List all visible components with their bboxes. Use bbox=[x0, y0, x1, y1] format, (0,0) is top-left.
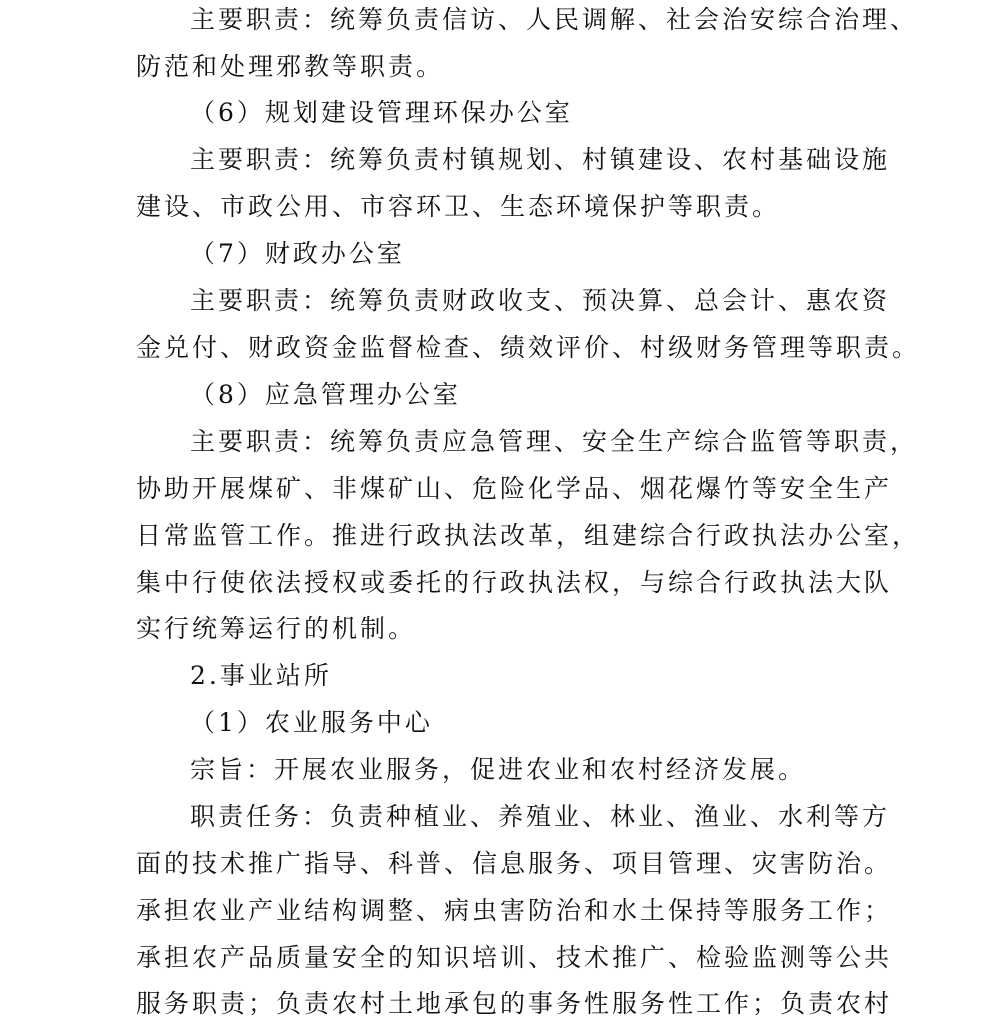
text-line: 实行统筹运行的机制。 bbox=[136, 614, 417, 643]
section-heading: 2.事业站所 bbox=[190, 661, 332, 690]
text-line: 主要职责：统筹负责信访、人民调解、社会治安综合治理、 bbox=[190, 5, 919, 34]
text-line: 集中行使依法授权或委托的行政执法权，与综合行政执法大队 bbox=[136, 568, 893, 597]
text-line: 面的技术推广指导、科普、信息服务、项目管理、灾害防治。 bbox=[136, 849, 893, 878]
text-line: 服务职责；负责农村土地承包的事务性服务性工作；负责农村 bbox=[136, 989, 893, 1018]
text-line: 主要职责：统筹负责财政收支、预决算、总会计、惠农资 bbox=[190, 286, 891, 315]
text-line: 职责任务：负责种植业、养殖业、林业、渔业、水利等方 bbox=[190, 802, 891, 831]
text-line: 建设、市政公用、市容环卫、生态环境保护等职责。 bbox=[136, 192, 781, 221]
text-line: 承担农业产业结构调整、病虫害防治和水土保持等服务工作； bbox=[136, 896, 893, 925]
text-line: 协助开展煤矿、非煤矿山、危险化学品、烟花爆竹等安全生产 bbox=[136, 474, 893, 503]
text-line: 宗旨：开展农业服务，促进农业和农村经济发展。 bbox=[190, 755, 807, 784]
text-line: 金兑付、财政资金监督检查、绩效评价、村级财务管理等职责。 bbox=[136, 333, 921, 362]
section-heading: （1）农业服务中心 bbox=[190, 708, 433, 737]
section-heading: （7）财政办公室 bbox=[190, 239, 405, 268]
text-line: 主要职责：统筹负责村镇规划、村镇建设、农村基础设施 bbox=[190, 145, 891, 174]
text-line: 日常监管工作。推进行政执法改革，组建综合行政执法办公室， bbox=[136, 521, 921, 550]
text-line: 承担农产品质量安全的知识培训、技术推广、检验监测等公共 bbox=[136, 943, 893, 972]
section-heading: （8）应急管理办公室 bbox=[190, 380, 461, 409]
text-line: 防范和处理邪教等职责。 bbox=[136, 52, 445, 81]
text-line: 主要职责：统筹负责应急管理、安全生产综合监管等职责， bbox=[190, 427, 919, 456]
section-heading: （6）规划建设管理环保办公室 bbox=[190, 98, 573, 127]
